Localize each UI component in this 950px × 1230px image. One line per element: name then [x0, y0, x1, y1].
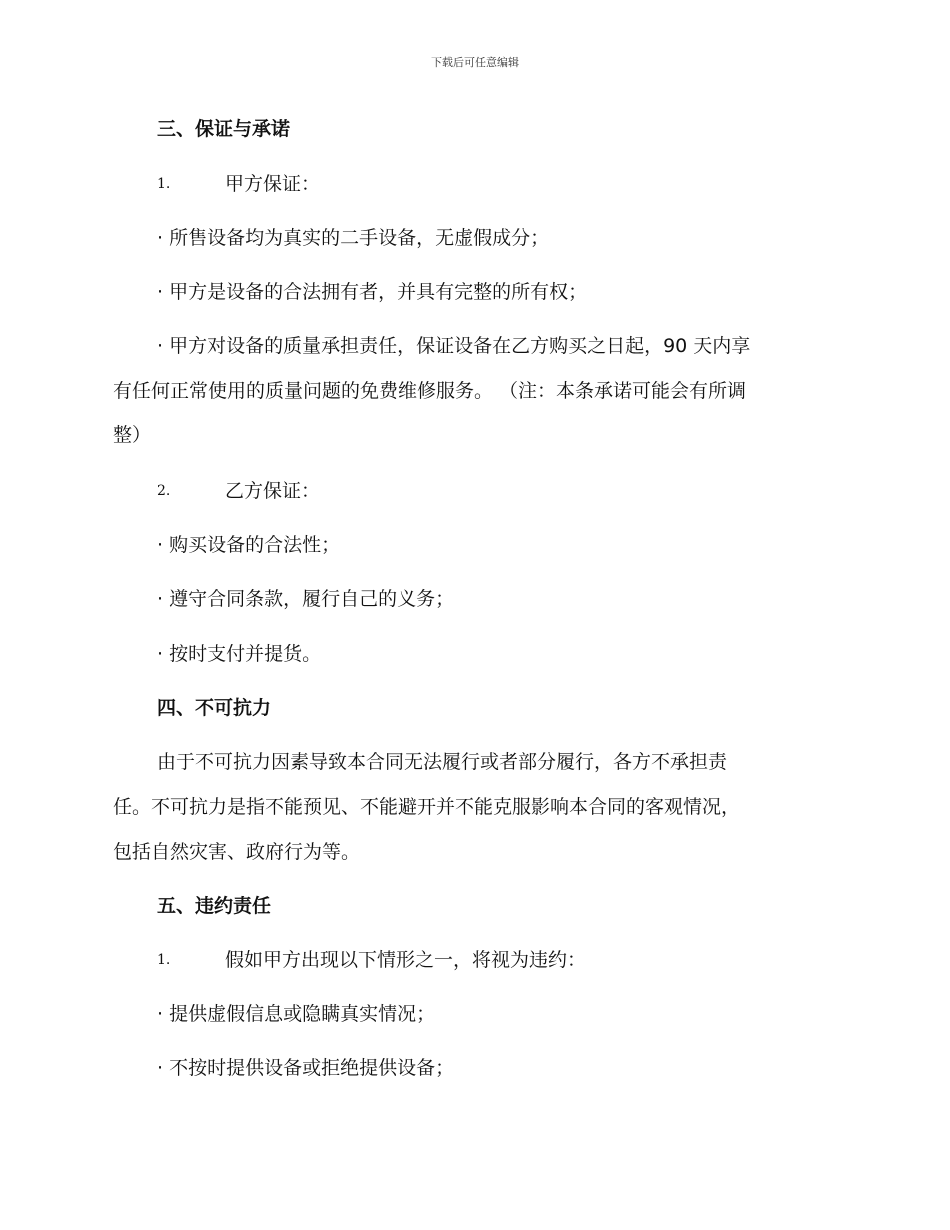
- bullet-line: · 购买设备的合法性；: [157, 534, 341, 556]
- item-number: 2.: [157, 483, 171, 499]
- paragraph-line: 包括自然灾害、政府行为等。: [113, 841, 361, 863]
- item-number: 1.: [157, 952, 171, 968]
- bullet-line: · 遵守合同条款，履行自己的义务；: [157, 588, 455, 610]
- item-label: 乙方保证：: [225, 480, 321, 502]
- paragraph-line: 任。不可抗力是指不能预见、不能避开并不能克服影响本合同的客观情况，: [113, 796, 741, 818]
- page-header: 下载后可任意编辑: [431, 56, 519, 69]
- paragraph-line: 由于不可抗力因素导致本合同无法履行或者部分履行，各方不承担责: [157, 751, 728, 773]
- item-number: 1.: [157, 176, 171, 192]
- bullet-continuation: 有任何正常使用的质量问题的免费维修服务。 （注：本条承诺可能会有所调: [113, 380, 747, 402]
- bullet-line: · 不按时提供设备或拒绝提供设备；: [157, 1057, 455, 1079]
- item-label: 假如甲方出现以下情形之一，将视为违约：: [225, 949, 587, 971]
- section-3-title: 三、保证与承诺: [157, 118, 291, 140]
- bullet-line: · 所售设备均为真实的二手设备，无虚假成分；: [157, 227, 550, 249]
- bullet-line: · 甲方对设备的质量承担责任，保证设备在乙方购买之日起，90 天内享: [157, 335, 751, 357]
- item-label: 甲方保证：: [225, 173, 321, 195]
- bullet-continuation: 整）: [113, 424, 152, 446]
- section-5-title: 五、违约责任: [157, 895, 272, 917]
- bullet-line: · 提供虚假信息或隐瞒真实情况；: [157, 1003, 436, 1025]
- bullet-line: · 按时支付并提货。: [157, 643, 322, 665]
- bullet-line: · 甲方是设备的合法拥有者，并具有完整的所有权；: [157, 281, 588, 303]
- section-4-title: 四、不可抗力: [157, 697, 272, 719]
